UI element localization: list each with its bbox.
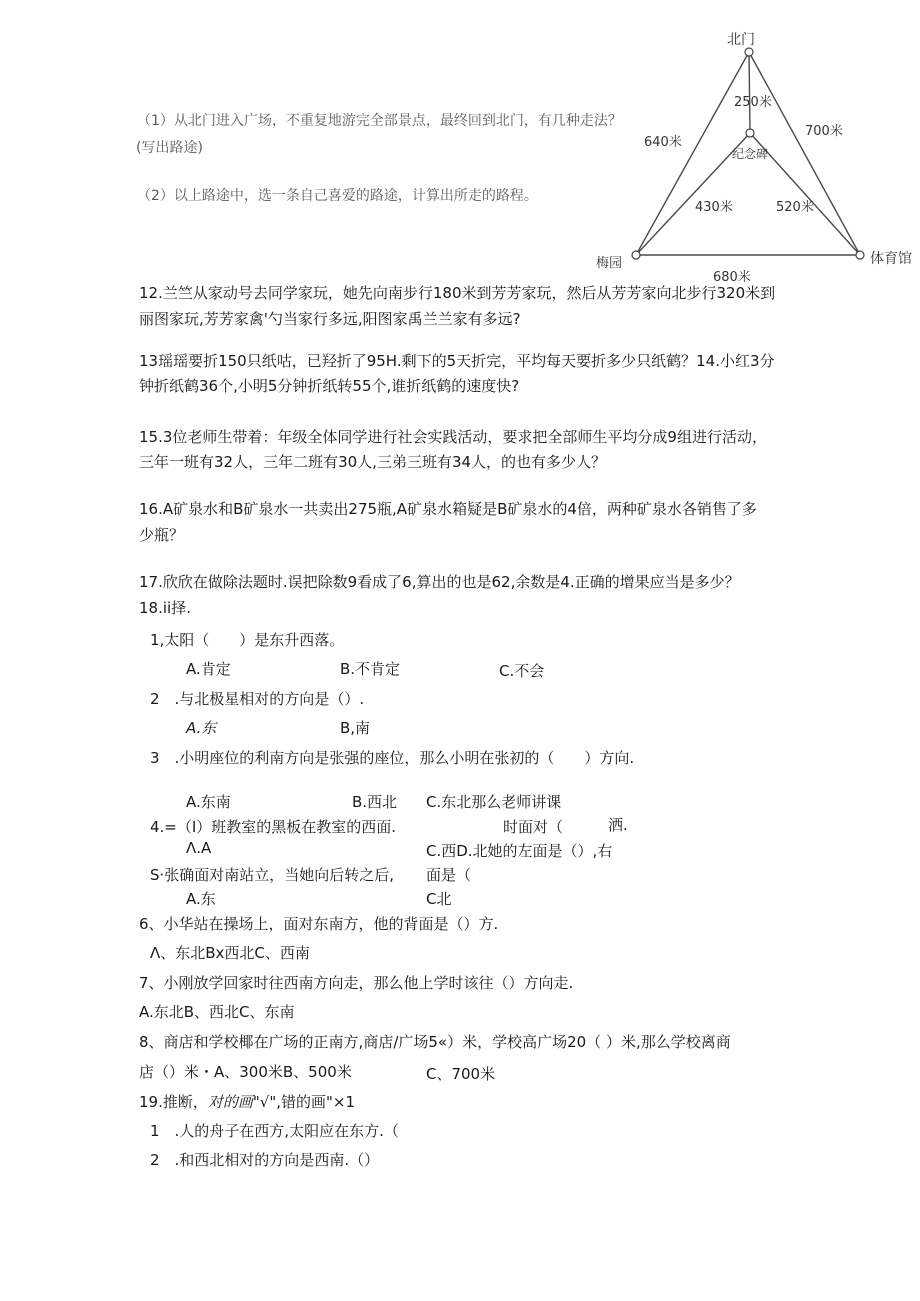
q18-item8-stem: 8、商店和学校椰在广场的正南方,商店/广场5«）米，学校高广场20（ ）米,那么学校离商 xyxy=(139,1033,731,1051)
q12-line2: 丽图家玩,芳芳家禽'勺当家行多远,阳图家禹兰兰家有多远? xyxy=(139,310,521,328)
dist-north-monument: 250米 xyxy=(734,95,772,110)
q18-item2-stem: 2 .与北极星相对的方向是（）. xyxy=(150,690,365,708)
path-north-monument xyxy=(749,52,750,133)
q17-line1: 17.欣欣在做除法题时.误把除数9看成了6,算出的也是62,余数是4.正确的增果应当是多少？ xyxy=(139,573,740,591)
label-north-gate: 北门 xyxy=(727,32,755,48)
q11-part1-line2: (写出路途) xyxy=(136,140,203,156)
q19-item1: 1 .人的舟子在西方,太阳应在东方.（ xyxy=(150,1122,399,1140)
q18-item1-option-b: B.不肯定 xyxy=(340,660,401,678)
q18-item3-option-c: C.东北那么老师讲课 xyxy=(426,793,562,811)
q18-item8-option-c: C、700米 xyxy=(426,1065,496,1083)
q18-item7-stem: 7、小刚放学回家时往西南方向走，那么他上学时该往（）方向走. xyxy=(139,974,574,992)
label-plum-garden: 梅园 xyxy=(596,256,623,271)
q18-item4-stem: 4.=（I）班教室的黑板在教室的西面. xyxy=(150,818,397,836)
q18-item3-stem: 3 .小明座位的利南方向是张强的座位，那么小明在张初的（ ）方向. xyxy=(150,749,635,767)
q18-item2-option-b: B,南 xyxy=(340,719,371,737)
q16-line1: 16.A矿泉水和B矿泉水一共卖出275瓶,A矿泉水箱疑是B矿泉水的4倍，两种矿泉水各销售了多 xyxy=(139,500,757,518)
q18-item5-option-c: C北 xyxy=(426,890,452,908)
q13-line2: 钟折纸鹤36个,小明5分钟折纸转55个,谁折纸鹤的速度快? xyxy=(139,377,520,395)
q12-line1: 12.兰竺从家动号去同学家玩，她先向南步行180米到芳芳家玩，然后从芳芳家向北步行320米到 xyxy=(139,284,776,302)
q18-item1-option-c: C.不会 xyxy=(499,662,545,680)
node-monument xyxy=(746,129,754,137)
node-gym xyxy=(856,251,864,259)
q18-item1-stem: 1,太阳（ ）是东升西落。 xyxy=(150,631,345,649)
q18-item4-mid: 时面对（ xyxy=(503,818,564,836)
q19-title-italic: 对的画 xyxy=(207,1093,253,1111)
q18-item4-option-c: C.西D.北她的左面是（）,右 xyxy=(426,842,613,860)
dist-north-gym: 700米 xyxy=(805,124,843,139)
label-monument: 纪念碑 xyxy=(732,147,769,161)
node-plum-garden xyxy=(632,251,640,259)
q18-item3-option-b: B.西北 xyxy=(352,793,398,811)
q18-item3-option-a: A.东南 xyxy=(186,793,231,811)
q11-part2: （2）以上路途中，选一条自己喜爱的路途，计算出所走的路程。 xyxy=(137,188,538,204)
q18-item5-option-a: A.东 xyxy=(186,890,216,908)
park-route-diagram xyxy=(580,20,920,290)
q18-item6-stem: 6、小华站在操场上，面对东南方，他的背面是（）方. xyxy=(139,915,499,933)
dist-monument-plum: 430米 xyxy=(695,200,733,215)
label-gym: 体育馆 xyxy=(870,251,912,267)
q18-item2-option-a: A.东 xyxy=(186,719,217,737)
dist-monument-gym: 520米 xyxy=(776,200,814,215)
q18-item6-options: Λ、东北Bx西北C、西南 xyxy=(150,944,310,962)
q19-title xyxy=(139,1092,355,1112)
q16-line2: 少瓶？ xyxy=(139,526,185,544)
q19-title-post: "√",错的画"×1 xyxy=(252,1093,356,1111)
q18-item5-stem: S·张确面对南站立，当她向后转之后, xyxy=(150,866,395,884)
q18-item4-option-a: Λ.A xyxy=(186,839,212,857)
q18-item8-options: 店（）米・A、300米B、500米 xyxy=(139,1063,352,1081)
q13-line1: 13瑶瑶要折150只纸咕，已羟折了95H.剩下的5天折完，平均每天要折多少只纸鹤？14.小红3分 xyxy=(139,352,775,370)
q18-item1-option-a: A.肯定 xyxy=(186,660,231,678)
q15-line2: 三年一班有32人，三年二班有30人,三弟三班有34人，的也有多少人？ xyxy=(139,453,607,471)
q18-item4-right: 洒. xyxy=(608,816,628,834)
dist-north-plum: 640米 xyxy=(644,135,682,150)
q19-item2: 2 .和西北相对的方向是西南.（） xyxy=(150,1151,380,1169)
q18-title: 18.ii择. xyxy=(139,599,191,617)
node-north-gate xyxy=(745,48,753,56)
q18-item5-mid: 面是（ xyxy=(426,866,472,884)
dist-plum-gym: 680米 xyxy=(713,270,751,285)
q19-title-pre: 19.推断， xyxy=(139,1093,208,1111)
q15-line1: 15.3位老师生带着：年级全体同学进行社会实践活动，要求把全部师生平均分成9组进行活动， xyxy=(139,428,767,446)
q11-part1-line1: （1）从北门进入广场，不重复地游完全部景点，最终回到北门，有几种走法？ xyxy=(137,113,622,129)
q18-item7-options: A.东北B、西北C、东南 xyxy=(139,1003,295,1021)
